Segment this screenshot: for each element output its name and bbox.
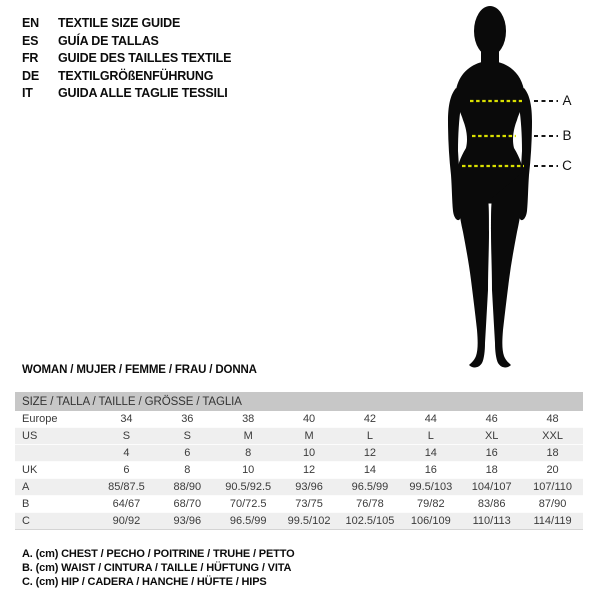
gender-heading: WOMAN / MUJER / FEMME / FRAU / DONNA <box>22 364 257 376</box>
language-code: EN <box>22 16 39 30</box>
row-label: UK <box>22 464 38 476</box>
language-title-block <box>22 15 231 103</box>
table-row <box>15 411 583 428</box>
size-cell: 76/78 <box>356 498 384 510</box>
table-row <box>15 462 583 479</box>
size-cell: 79/82 <box>417 498 445 510</box>
size-cell: 6 <box>123 464 130 476</box>
size-cell: 16 <box>424 464 437 476</box>
size-cell: 110/113 <box>461 513 522 530</box>
size-cell: 8 <box>184 464 191 476</box>
size-cell: 20 <box>546 464 559 476</box>
size-cell: M <box>279 428 340 445</box>
woman-silhouette <box>400 0 600 380</box>
language-title: GUÍA DE TALLAS <box>58 33 159 48</box>
size-cell: S <box>96 428 157 445</box>
language-row <box>22 85 231 103</box>
size-cell: 85/87.5 <box>96 479 157 496</box>
language-title: GUIDE DES TAILLES TEXTILE <box>58 51 232 65</box>
size-cell: 114/119 <box>522 513 583 530</box>
legend-line: C. (cm) HIP / CADERA / HANCHE / HÜFTE / HIPS <box>22 576 267 588</box>
language-row <box>22 68 231 86</box>
language-code: IT <box>22 86 33 100</box>
size-cell: 87/90 <box>538 498 567 510</box>
size-cell: 73/75 <box>295 498 323 510</box>
size-cell: 48 <box>546 413 559 425</box>
language-title: TEXTILE SIZE GUIDE <box>58 16 181 30</box>
legend-line: B. (cm) WAIST / CINTURA / TAILLE / HÜFTUNG / VITA <box>22 562 292 574</box>
size-cell: 12 <box>302 464 316 476</box>
size-cell: 93/96 <box>157 513 218 530</box>
row-label: US <box>15 428 96 445</box>
size-cell: 18 <box>522 445 583 462</box>
size-cell: 44 <box>424 413 437 425</box>
size-cell: 18 <box>485 464 498 476</box>
silhouette-right-leg <box>491 172 523 367</box>
table-row <box>15 479 583 496</box>
size-cell: 8 <box>218 445 279 462</box>
row-label: Europe <box>22 413 58 425</box>
language-code: ES <box>22 33 39 48</box>
size-cell: 102.5/105 <box>340 513 401 530</box>
legend-line: A. (cm) CHEST / PECHO / POITRINE / TRUHE / PETTO <box>22 548 295 560</box>
language-row <box>22 33 231 51</box>
language-title: TEXTILGRÖßENFÜHRUNG <box>58 68 214 83</box>
marker-label-hip: C <box>562 158 572 173</box>
marker-label-chest: A <box>562 93 572 108</box>
size-cell: 90.5/92.5 <box>218 479 279 496</box>
table-row <box>15 496 583 513</box>
language-row <box>22 15 231 33</box>
size-cell: 88/90 <box>157 479 218 496</box>
size-cell: 38 <box>242 413 255 425</box>
size-cell: 34 <box>120 413 133 425</box>
size-cell: 14 <box>400 445 461 462</box>
size-cell: 90/92 <box>96 513 157 530</box>
size-cell: 99.5/103 <box>400 479 461 496</box>
size-cell: 42 <box>363 413 377 425</box>
row-label: A <box>15 479 96 496</box>
silhouette-left-leg <box>457 172 489 367</box>
size-table-header-row <box>15 392 583 411</box>
size-cell: L <box>340 428 401 445</box>
size-cell: 46 <box>485 413 498 425</box>
language-title: GUIDA ALLE TAGLIE TESSILI <box>58 86 228 100</box>
size-cell: 14 <box>363 464 377 476</box>
language-row <box>22 50 231 68</box>
size-cell: 106/109 <box>400 513 461 530</box>
table-row <box>15 428 583 445</box>
size-cell: 107/110 <box>522 479 583 496</box>
size-cell: 6 <box>157 445 218 462</box>
size-cell: 83/86 <box>477 498 506 510</box>
size-cell: 10 <box>279 445 340 462</box>
size-cell: 96.5/99 <box>340 479 401 496</box>
table-row <box>15 445 583 462</box>
row-label <box>15 445 96 462</box>
language-code: DE <box>22 68 39 83</box>
size-cell: 36 <box>181 413 194 425</box>
language-code: FR <box>22 51 39 65</box>
size-cell: 93/96 <box>279 479 340 496</box>
size-cell: XL <box>461 428 522 445</box>
row-label: B <box>22 498 30 510</box>
size-cell: S <box>157 428 218 445</box>
size-cell: 16 <box>461 445 522 462</box>
size-cell: XXL <box>522 428 583 445</box>
size-cell: 40 <box>302 413 316 425</box>
size-cell: 12 <box>340 445 401 462</box>
measurement-legend <box>22 547 295 589</box>
size-table <box>15 392 583 530</box>
size-cell: 104/107 <box>461 479 522 496</box>
size-cell: 99.5/102 <box>279 513 340 530</box>
size-cell: 96.5/99 <box>218 513 279 530</box>
size-cell: 4 <box>96 445 157 462</box>
size-cell: M <box>218 428 279 445</box>
marker-label-waist: B <box>562 128 572 143</box>
size-cell: L <box>400 428 461 445</box>
row-label: C <box>15 513 96 530</box>
size-cell: 10 <box>242 464 255 476</box>
size-cell: 68/70 <box>173 498 202 510</box>
table-row <box>15 513 583 530</box>
size-table-header: SIZE / TALLA / TAILLE / GRÖSSE / TAGLIA <box>15 392 583 411</box>
size-cell: 70/72.5 <box>229 498 267 510</box>
size-cell: 64/67 <box>112 498 141 510</box>
